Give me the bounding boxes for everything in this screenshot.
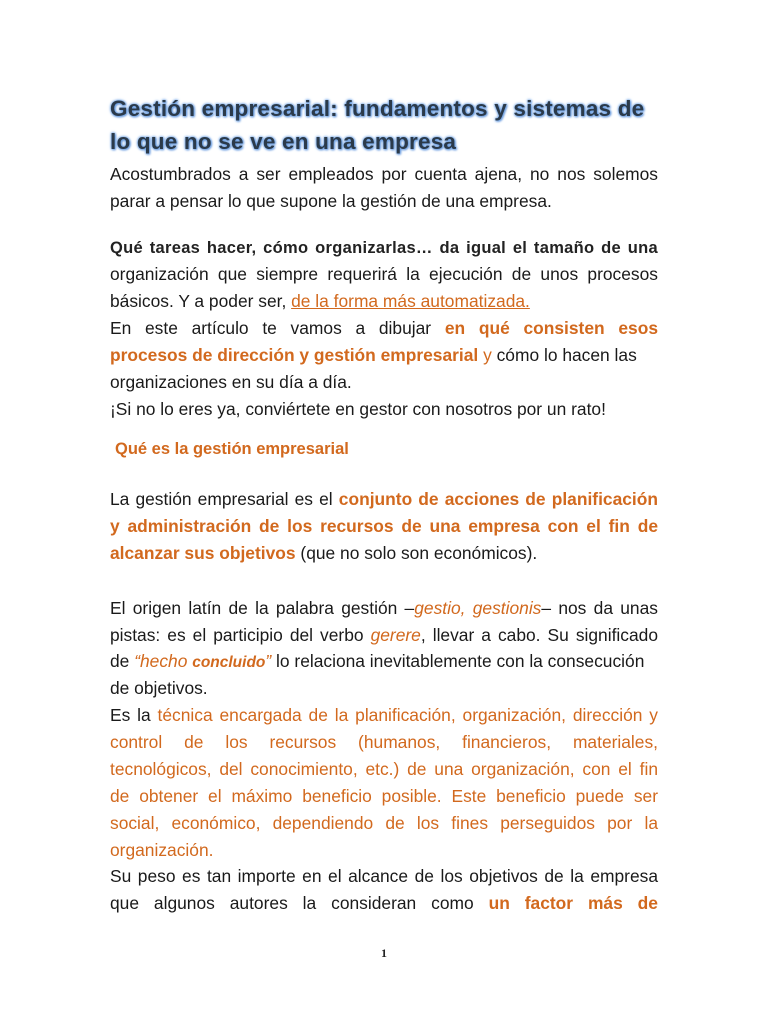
p4-line-12 [110,890,658,917]
p2-line-6: organizaciones en su día a día. [110,372,352,392]
p4-line-1-text: El origen latín de la palabra gestión – [110,598,415,618]
p2-line-3-text: básicos. Y a poder ser, [110,291,292,311]
p4-line-3-end: lo relaciona inevitablemente con la consecución [271,651,645,671]
p3-line-3-text: (que no solo son económicos). [295,543,538,563]
p2-bold-text: Qué tareas hacer, cómo organizarlas… da igual el tamaño de una [110,239,658,257]
p4-line-12-highlight: un factor más de [488,893,658,913]
p3-line-1 [110,486,658,513]
p4-line-10: organización. [110,840,214,860]
p4-line-5-text: Es la [110,705,158,725]
intro-line-1: Acostumbrados a ser empleados por cuenta ajena, no nos solemos [110,164,658,184]
automation-link[interactable]: de la forma más automatizada. [291,291,530,311]
p2-line-5-y: y [478,345,492,365]
p4-line-4: de objetivos. [110,678,208,698]
p4-line-8: de obtener el máximo beneficio posible. Este beneficio puede ser [110,786,658,806]
p2-line-4-text: En este artículo te vamos a dibujar [110,318,432,338]
p4-line-1-end: – nos da unas [541,598,658,618]
p2-line-5 [110,342,658,369]
title-line-1: Gestión empresarial: fundamentos y sistemas de [110,96,645,121]
p4-line-6: control de los recursos (humanos, financieros, materiales, [110,732,658,752]
p2-line-3 [110,288,658,315]
p2-line-5-text: cómo lo hacen las [491,345,637,365]
p3-line-2: y administración de los recursos de una empresa con el fin de [110,516,658,536]
p4-line-2-text: pistas: es el participio del verbo [110,625,371,645]
p3-line-1-highlight: conjunto de acciones de planificación [338,489,658,509]
page-number: 1 [381,946,387,960]
p4-line-3 [110,648,658,675]
p2-line-7: ¡Si no lo eres ya, conviértete en gestor con nosotros por un rato! [110,399,606,419]
p4-line-3-concluido: concluido [192,654,266,671]
title-line-2: lo que no se ve en una empresa [110,129,457,154]
p4-line-5 [110,702,658,729]
p2-line-2: organización que siempre requerirá la ejecución de unos procesos [110,264,658,284]
p4-line-5-highlight: técnica encargada de la planificación, organización, dirección y [157,705,658,725]
intro-line-2: parar a pensar lo que supone la gestión de una empresa. [110,191,552,211]
p4-line-2-end: , llevar a cabo. Su significado [420,625,658,645]
p4-line-3-text: de [110,651,135,671]
p2-line-4-highlight: en qué consisten esos [444,318,658,338]
p4-line-1-latin: gestio, gestionis [414,598,542,618]
p2-line-4 [110,315,658,342]
section-heading: Qué es la gestión empresarial [115,440,349,458]
p3-line-3-highlight: alcanzar sus objetivos [110,543,296,563]
p2-line-5-highlight: procesos de dirección y gestión empresarial [110,345,479,365]
p4-line-1 [110,595,658,622]
p4-line-2 [110,622,658,649]
p4-line-3-quote-close: ” [265,651,272,671]
p2-line-1 [110,234,658,261]
p4-line-7: tecnológicos, del conocimiento, etc.) de una organización, con el fin [110,759,658,779]
p3-line-1-text: La gestión empresarial es el [110,489,339,509]
p4-line-11: Su peso es tan importe en el alcance de los objetivos de la empresa [110,866,658,886]
p4-line-2-verb: gerere [370,625,421,645]
p3-line-3 [110,540,658,567]
document-title [110,92,670,158]
p4-line-9: social, económico, dependiendo de los fines perseguidos por la [110,813,658,833]
p4-line-3-quote-open: “hecho [134,651,193,671]
p4-line-12-text: que algunos autores la consideran como [110,893,474,913]
